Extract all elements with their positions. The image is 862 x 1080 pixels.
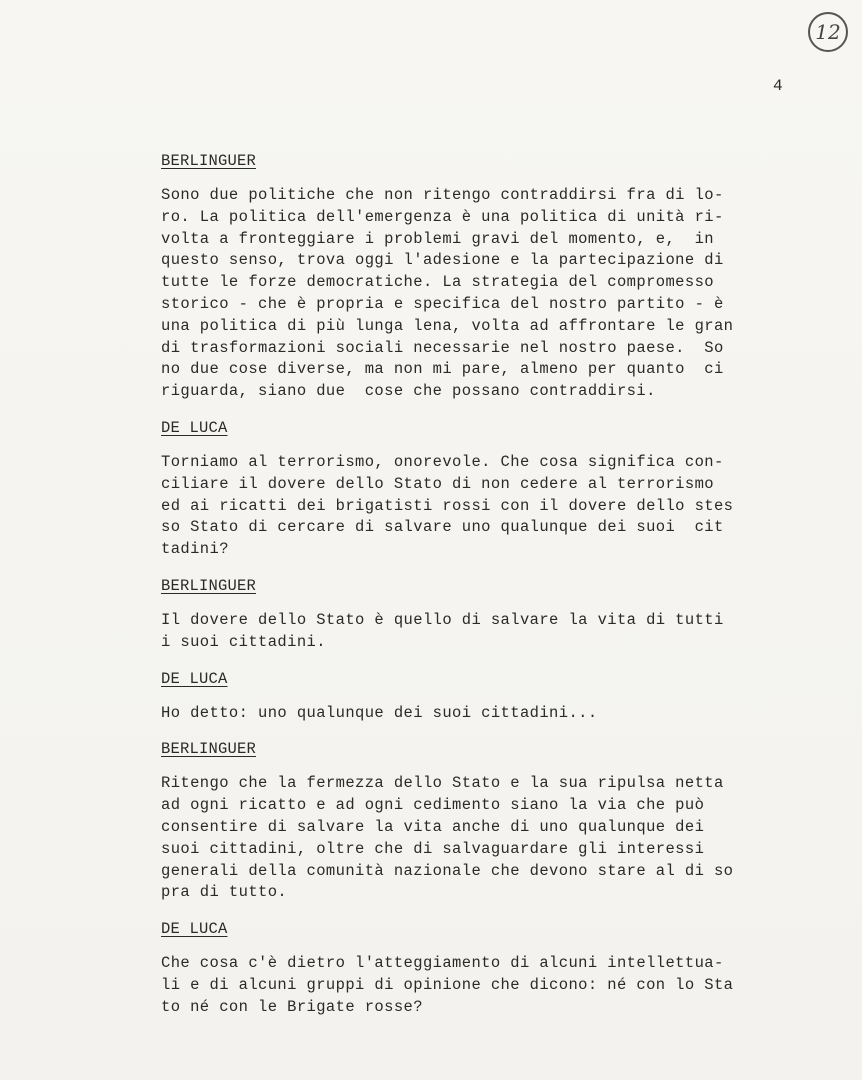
text-line: to né con le Brigate rosse? <box>161 997 423 1016</box>
dialogue-block <box>161 918 801 1018</box>
text-line: generali della comunità nazionale che devono stare al di so <box>161 861 734 880</box>
page-stamp: 12 <box>808 12 848 52</box>
text-line: Torniamo al terrorismo, onorevole. Che cosa significa con- <box>161 452 724 471</box>
text-line: ed ai ricatti dei brigatisti rossi con il dovere dello stes <box>161 496 734 515</box>
text-line: ad ogni ricatto e ad ogni cedimento siano la via che può <box>161 796 705 815</box>
interview-transcript <box>161 150 801 1033</box>
speaker-name: BERLINGUER <box>161 152 257 170</box>
text-line: no due cose diverse, ma non mi pare, almeno per quanto ci <box>161 360 724 379</box>
text-line: ciliare il dovere dello Stato di non cedere al terrorismo <box>161 474 714 493</box>
text-line: i suoi cittadini. <box>161 632 326 651</box>
text-line: consentire di salvare la vita anche di uno qualunque dei <box>161 817 705 836</box>
text-line: storico - che è propria e specifica del nostro partito - è <box>161 294 724 313</box>
text-line: ro. La politica dell'emergenza è una politica di unità ri- <box>161 207 724 226</box>
text-line: di trasformazioni sociali necessarie nel nostro paese. So <box>161 338 724 357</box>
text-line: Sono due politiche che non ritengo contraddirsi fra di lo- <box>161 186 724 204</box>
text-line: Ho detto: uno qualunque dei suoi cittadini... <box>161 703 598 722</box>
speaker-name: BERLINGUER <box>161 576 257 595</box>
text-line: tutte le forze democratiche. La strategia del compromesso <box>161 273 714 292</box>
speaker-name: DE LUCA <box>161 418 228 437</box>
text-line: pra di tutto. <box>161 883 288 902</box>
speaker-name: BERLINGUER <box>161 740 257 759</box>
dialogue-block <box>161 150 801 403</box>
speaker-name: DE LUCA <box>161 920 228 939</box>
page-number: 4 <box>773 77 783 95</box>
text-line: Ritengo che la fermezza dello Stato e la sua ripulsa netta <box>161 774 724 793</box>
text-line: Il dovere dello Stato è quello di salvare la vita di tutti <box>161 610 724 629</box>
text-line: una politica di più lunga lena, volta ad affrontare le gran <box>161 316 734 335</box>
text-line: so Stato di cercare di salvare uno qualunque dei suoi cit <box>161 518 724 537</box>
text-line: riguarda, siano due cose che possano contraddirsi. <box>161 382 656 401</box>
speaker-name: DE LUCA <box>161 669 228 688</box>
text-line: Che cosa c'è dietro l'atteggiamento di alcuni intellettua- <box>161 954 724 973</box>
text-line: volta a fronteggiare i problemi gravi del momento, e, in <box>161 229 714 248</box>
text-line: li e di alcuni gruppi di opinione che dicono: né con lo Sta <box>161 975 734 994</box>
dialogue-block <box>161 575 801 654</box>
dialogue-block <box>161 417 801 561</box>
text-line: tadini? <box>161 540 229 559</box>
text-line: questo senso, trova oggi l'adesione e la partecipazione di <box>161 251 724 270</box>
dialogue-block <box>161 668 801 725</box>
text-line: suoi cittadini, oltre che di salvaguardare gli interessi <box>161 839 705 858</box>
dialogue-block <box>161 738 801 904</box>
